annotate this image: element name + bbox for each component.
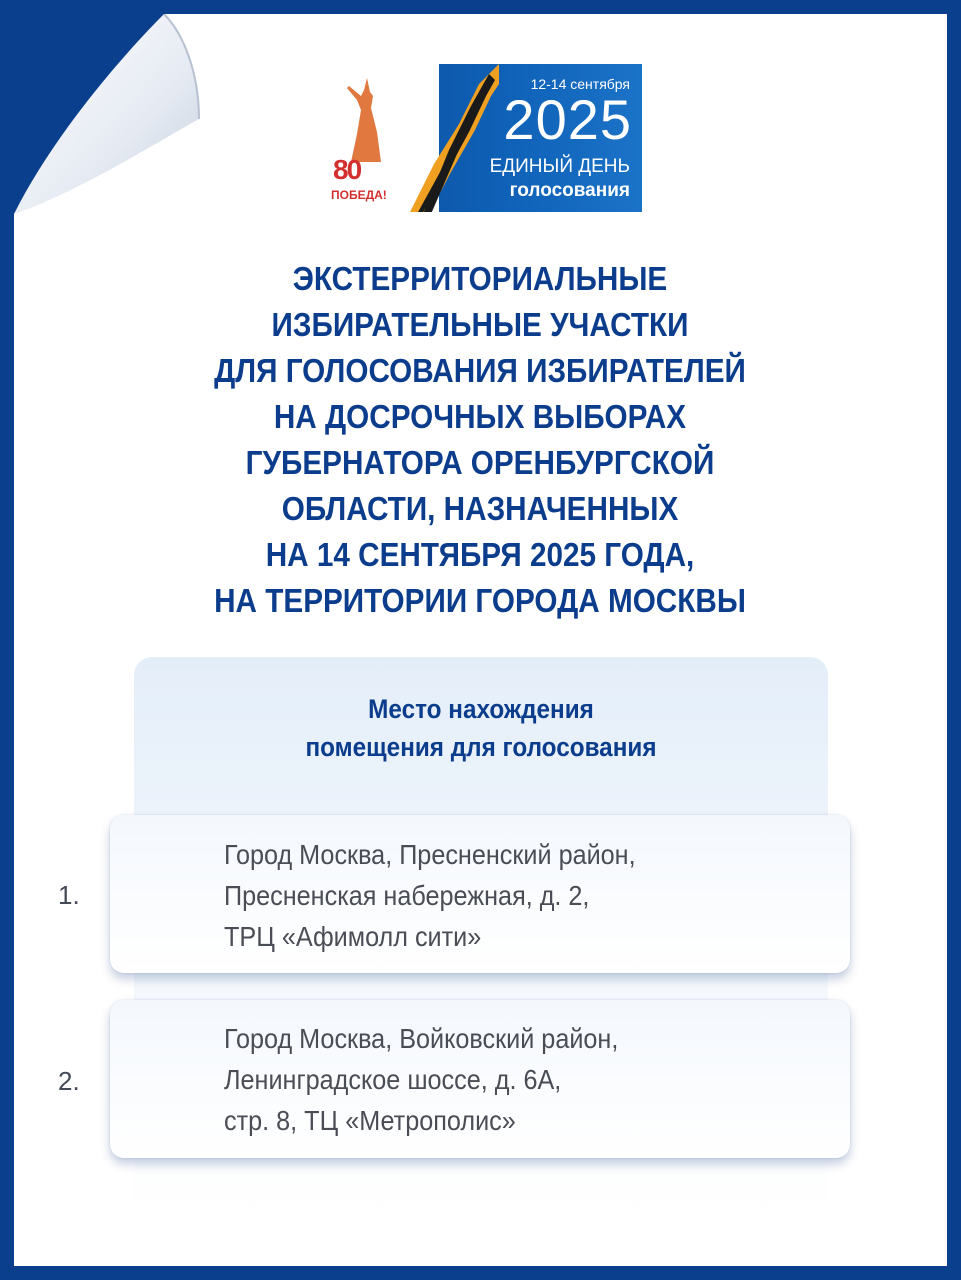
table-header [169, 690, 794, 766]
address-line: Город Москва, Войковский район, [224, 1023, 619, 1054]
address-line: Пресненская набережная, д. 2, [224, 880, 590, 911]
address-line: Город Москва, Пресненский район, [224, 839, 636, 870]
badge-text: ПОБЕДА! [331, 188, 387, 202]
title-line: ГУБЕРНАТОРА ОРЕНБУРГСКОЙ [245, 444, 715, 481]
motherland-statue-icon [337, 74, 397, 164]
title-line: ИЗБИРАТЕЛЬНЫЕ УЧАСТКИ [271, 306, 689, 343]
station-address [224, 834, 636, 957]
logo-line-1: ЕДИНЫЙ ДЕНЬ [489, 156, 630, 177]
address-line: Ленинградское шоссе, д. 6А, [224, 1064, 562, 1095]
row-number: 1. [58, 880, 80, 910]
station-address [224, 1018, 618, 1141]
title-line: ДЛЯ ГОЛОСОВАНИЯ ИЗБИРАТЕЛЕЙ [214, 352, 746, 389]
address-line: стр. 8, ТЦ «Метрополис» [224, 1105, 516, 1136]
title-line: НА 14 СЕНТЯБРЯ 2025 ГОДА, [265, 536, 695, 573]
election-year: 2025 [503, 88, 632, 151]
title-line: ЭКСТЕРРИТОРИАЛЬНЫЕ [292, 260, 668, 297]
address-line: ТРЦ «Афимолл сити» [224, 921, 482, 952]
election-dates: 12-14 сентября [530, 76, 630, 92]
table-header-line: Место нахождения [368, 694, 594, 724]
title-line: НА ДОСРОЧНЫХ ВЫБОРАХ [273, 398, 687, 435]
logo-line-2: голосования [509, 180, 630, 201]
row-number: 2. [58, 1066, 80, 1096]
election-logo-banner [317, 62, 644, 214]
badge-number: 80 [333, 154, 361, 185]
title-line: ОБЛАСТИ, НАЗНАЧЕННЫХ [281, 490, 679, 527]
st-george-ribbon [379, 64, 499, 214]
table-header-line: помещения для голосования [305, 732, 657, 762]
page-title [156, 256, 804, 624]
title-line: НА ТЕРРИТОРИИ ГОРОДА МОСКВЫ [214, 582, 746, 619]
